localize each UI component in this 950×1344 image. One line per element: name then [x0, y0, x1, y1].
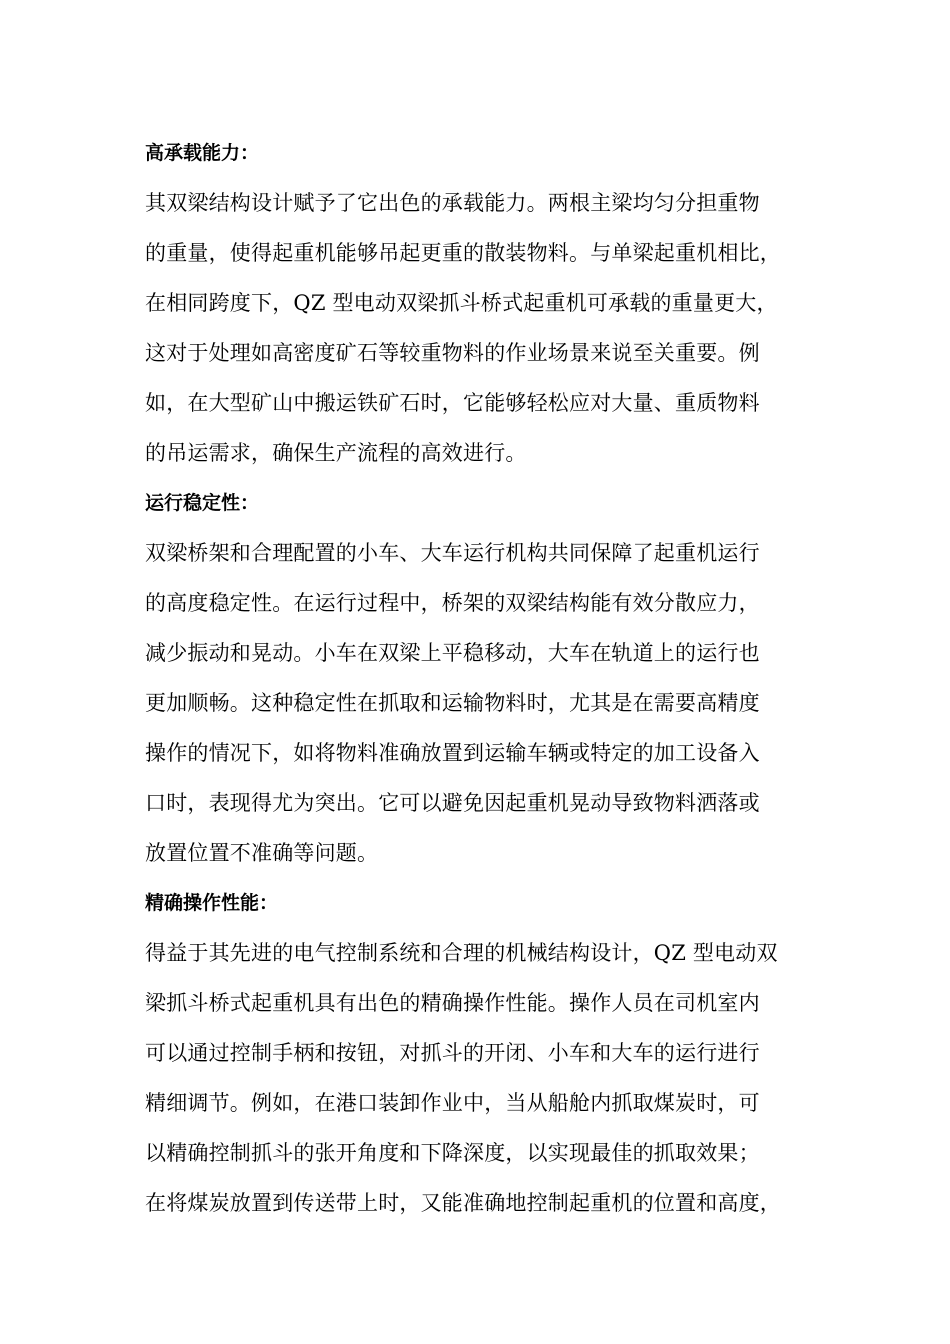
text-line: 的高度稳定性。在运行过程中，桥架的双梁结构能有效分散应力， [145, 591, 760, 615]
paragraph [145, 528, 805, 878]
section-heading: 高承载能力： [145, 142, 260, 164]
text-line: 这对于处理如高密度矿石等较重物料的作业场景来说至关重要。例 [145, 341, 760, 365]
text-line: 可以通过控制手柄和按钮，对抓斗的开闭、小车和大车的运行进行 [145, 1041, 760, 1065]
section-high-load-capacity [145, 128, 805, 478]
text-line: 梁抓斗桥式起重机具有出色的精确操作性能。操作人员在司机室内 [145, 991, 760, 1015]
text-line: 操作的情况下，如将物料准确放置到运输车辆或特定的加工设备入 [145, 741, 760, 765]
text-line: 在相同跨度下，QZ 型电动双梁抓斗桥式起重机可承载的重量更大， [145, 291, 778, 315]
section-heading: 运行稳定性： [145, 492, 260, 514]
text-line: 其双梁结构设计赋予了它出色的承载能力。两根主梁均匀分担重物 [145, 191, 760, 215]
text-line: 放置位置不准确等问题。 [145, 841, 379, 865]
text-line: 双梁桥架和合理配置的小车、大车运行机构共同保障了起重机运行 [145, 541, 760, 565]
text-line: 更加顺畅。这种稳定性在抓取和运输物料时，尤其是在需要高精度 [145, 691, 760, 715]
paragraph [145, 178, 805, 478]
text-line: 得益于其先进的电气控制系统和合理的机械结构设计，QZ 型电动双 [145, 941, 778, 965]
paragraph [145, 928, 805, 1228]
section-heading: 精确操作性能： [145, 892, 279, 914]
text-line: 以精确控制抓斗的张开角度和下降深度，以实现最佳的抓取效果； [145, 1141, 760, 1165]
text-line: 的吊运需求，确保生产流程的高效进行。 [145, 441, 527, 465]
text-line: 的重量，使得起重机能够吊起更重的散装物料。与单梁起重机相比， [145, 241, 781, 265]
text-line: 减少振动和晃动。小车在双梁上平稳移动，大车在轨道上的运行也 [145, 641, 760, 665]
section-operating-stability [145, 478, 805, 878]
text-line: 如，在大型矿山中搬运铁矿石时，它能够轻松应对大量、重质物料 [145, 391, 760, 415]
document-body [145, 128, 805, 1228]
text-line: 在将煤炭放置到传送带上时，又能准确地控制起重机的位置和高度， [145, 1191, 781, 1215]
text-line: 精细调节。例如，在港口装卸作业中，当从船舱内抓取煤炭时，可 [145, 1091, 760, 1115]
section-precise-operation [145, 878, 805, 1228]
text-line: 口时，表现得尤为突出。它可以避免因起重机晃动导致物料洒落或 [145, 791, 760, 815]
